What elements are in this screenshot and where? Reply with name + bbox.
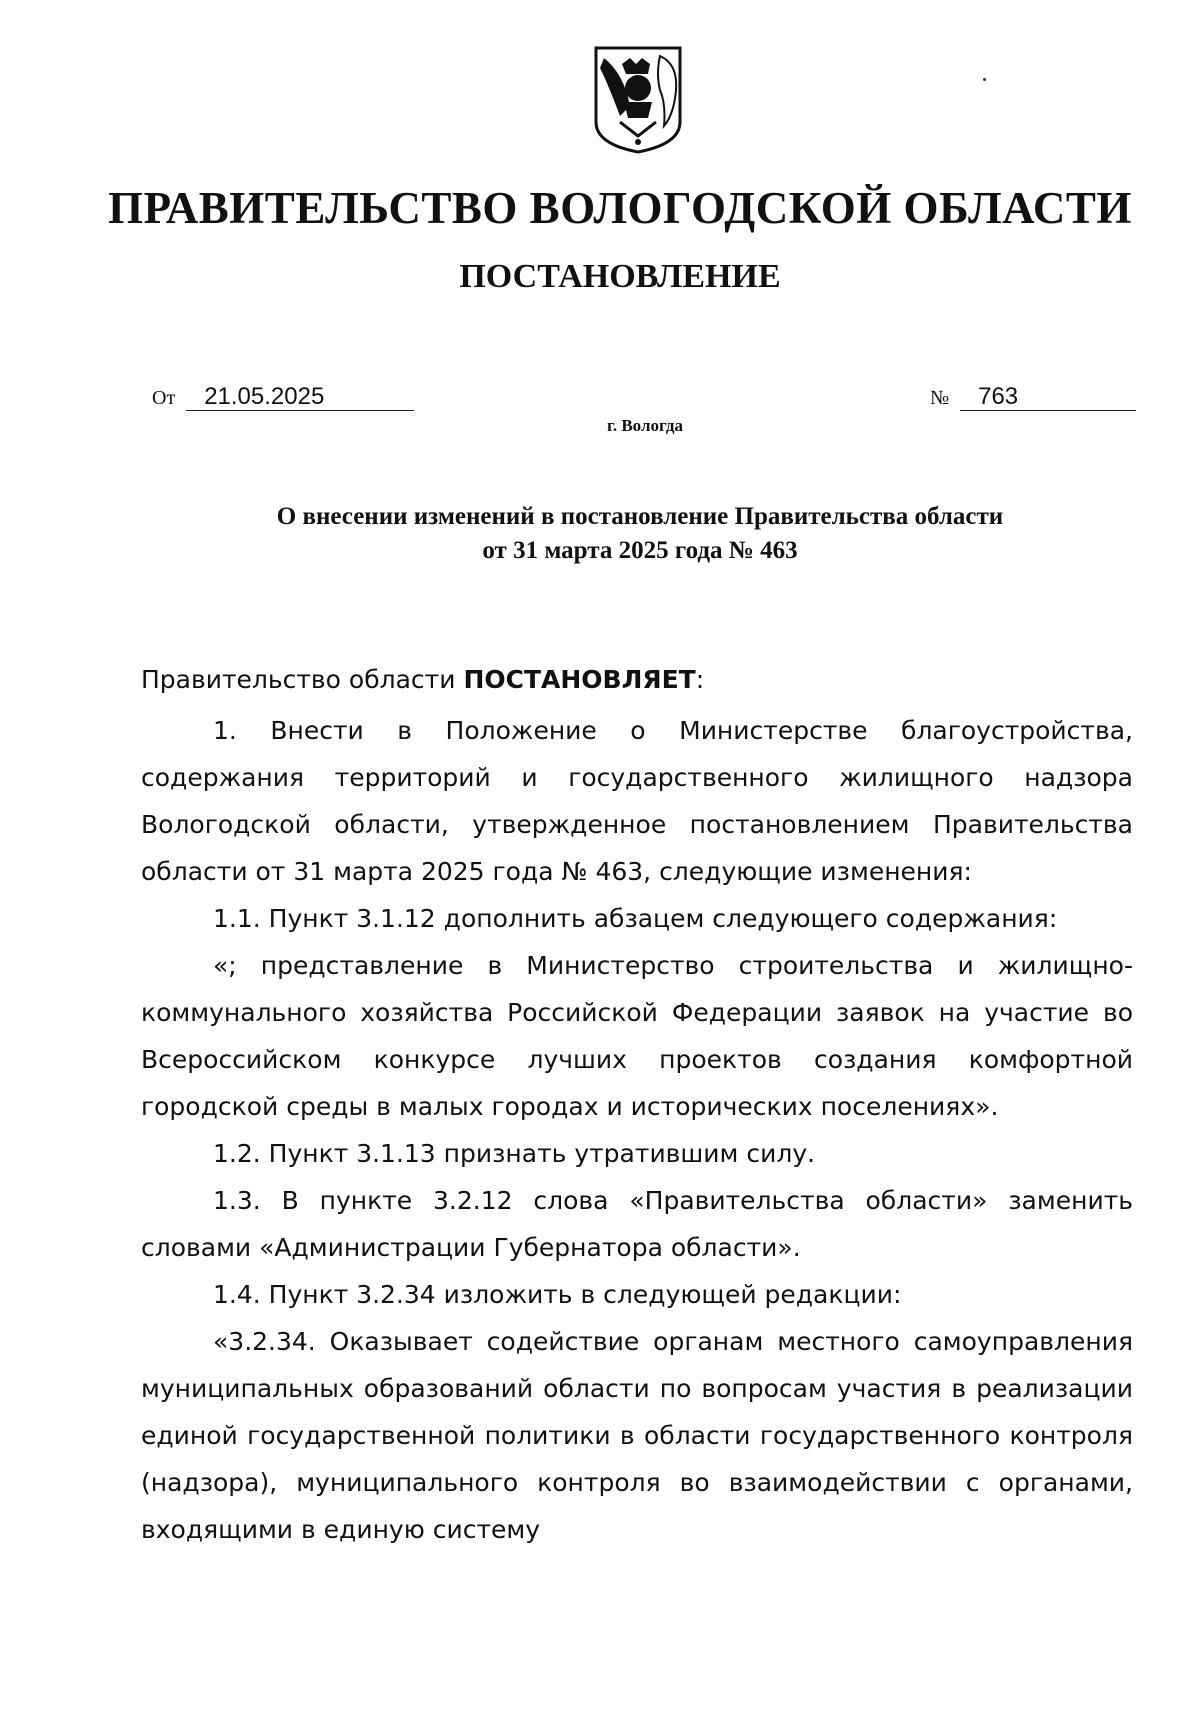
date-prefix: От bbox=[152, 387, 176, 409]
subject-line-1: О внесении изменений в постановление Правительства области bbox=[276, 503, 1004, 530]
city-name: г. Вологда bbox=[607, 416, 683, 435]
document-date: 21.05.2025 bbox=[186, 384, 414, 411]
intro-text: Правительство области bbox=[141, 665, 464, 694]
document-number-row bbox=[930, 384, 1136, 411]
resolution-intro bbox=[141, 656, 1133, 703]
paragraph-1-1-text: «; представление в Министерство строительства и жилищно-коммунального хозяйства Российской Федерации заявок на участие во Всероссийском конкурсе лучших проектов создания комфортной городской среды в малых городах и исторических поселениях». bbox=[141, 951, 1133, 1121]
government-title: ПРАВИТЕЛЬСТВО ВОЛОГОДСКОЙ ОБЛАСТИ bbox=[108, 183, 1132, 233]
paragraph-1-1: 1.1. Пункт 3.1.12 дополнить абзацем следующего содержания: bbox=[213, 904, 1058, 933]
intro-colon: : bbox=[695, 665, 705, 694]
paragraph-1: 1. Внести в Положение о Министерстве благоустройства, содержания территорий и государственного жилищного надзора Вологодской области, утвержденное постановлением Правительства области от 31 марта 2025 года № 463, следующие изменения: bbox=[141, 716, 1133, 886]
document-date-row bbox=[152, 384, 414, 411]
number-prefix: № bbox=[930, 387, 950, 409]
paragraph-1-4-text: «3.2.34. Оказывает содействие органам местного самоуправления муниципальных образований области по вопросам участия в реализации единой государственной политики в области государственного контроля (надзора), муниципального контроля во взаимодействии с органами, входящими в единую систему bbox=[141, 1327, 1133, 1544]
document-body bbox=[141, 656, 1133, 1553]
paragraph-1-3: 1.3. В пункте 3.2.12 слова «Правительства области» заменить словами «Администрации Губернатора области». bbox=[141, 1186, 1133, 1262]
coat-of-arms-icon bbox=[590, 44, 686, 154]
subject-line-2: от 31 марта 2025 года № 463 bbox=[482, 537, 798, 564]
paragraph-1-2: 1.2. Пункт 3.1.13 признать утратившим силу. bbox=[213, 1139, 816, 1168]
intro-keyword: ПОСТАНОВЛЯЕТ bbox=[463, 665, 696, 694]
paragraph-1-4: 1.4. Пункт 3.2.34 изложить в следующей редакции: bbox=[213, 1280, 902, 1309]
document-subject bbox=[140, 500, 1140, 568]
document-number: 763 bbox=[960, 384, 1136, 411]
document-type-title: ПОСТАНОВЛЕНИЕ bbox=[459, 258, 781, 295]
scan-speck bbox=[983, 78, 986, 81]
